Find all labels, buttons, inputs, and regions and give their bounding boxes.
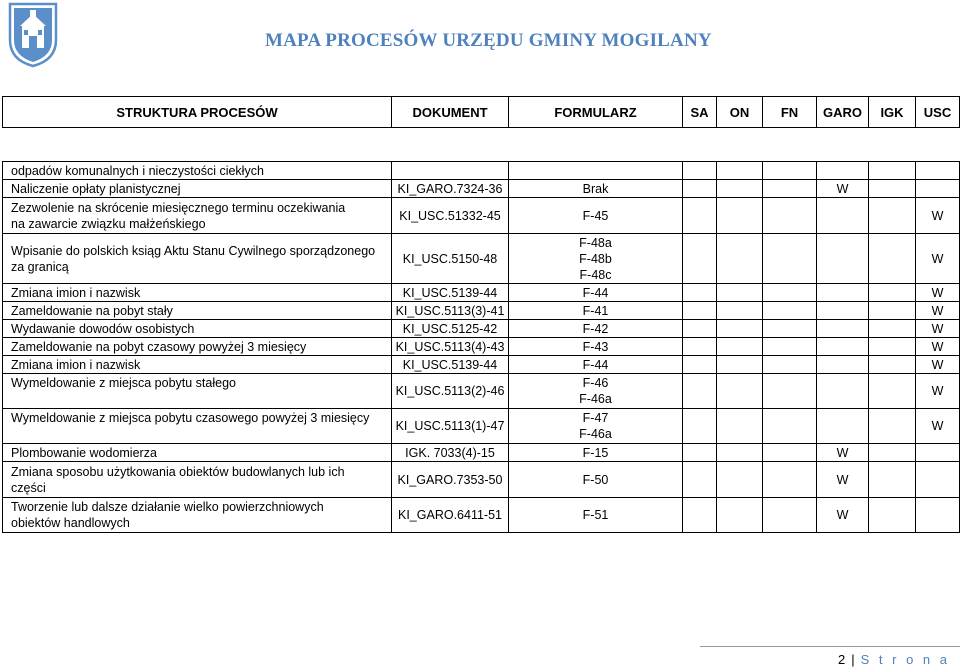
- document-cell: [391, 319, 509, 338]
- coat-of-arms-logo: [8, 2, 58, 68]
- form-cell: [508, 161, 683, 180]
- document-cell: [391, 355, 509, 374]
- header-cell-igk: [868, 96, 916, 128]
- responsibility-cell-on: [716, 197, 763, 234]
- document-code: KI_USC.5125-42: [402, 321, 498, 336]
- responsibility-cell-usc: [915, 161, 960, 180]
- header-label: FORMULARZ: [554, 104, 637, 120]
- responsibility-mark: W: [931, 321, 944, 336]
- document-code: KI_USC.5150-48: [402, 251, 498, 266]
- document-cell: [391, 373, 509, 409]
- responsibility-cell-fn: [762, 497, 817, 533]
- document-cell: [391, 301, 509, 320]
- form-code: F-43: [582, 339, 609, 354]
- form-cell: [508, 283, 683, 302]
- document-cell: [391, 179, 509, 198]
- responsibility-cell-igk: [868, 408, 916, 444]
- process-name-cell: [2, 179, 392, 198]
- header-label: SA: [690, 104, 709, 120]
- responsibility-cell-usc: [915, 179, 960, 198]
- page-title: MAPA PROCESÓW URZĘDU GMINY MOGILANY: [265, 30, 712, 51]
- document-code: KI_GARO.7353-50: [397, 472, 503, 487]
- form-code: F-48b: [579, 251, 612, 266]
- form-cell: [508, 461, 683, 498]
- responsibility-cell-usc: [915, 197, 960, 234]
- responsibility-cell-fn: [762, 197, 817, 234]
- responsibility-cell-sa: [682, 373, 717, 409]
- responsibility-cell-sa: [682, 179, 717, 198]
- responsibility-cell-fn: [762, 461, 817, 498]
- document-code: KI_USC.5113(1)-47: [395, 419, 505, 433]
- responsibility-cell-fn: [762, 319, 817, 338]
- process-name-line: części: [11, 480, 46, 495]
- responsibility-cell-fn: [762, 233, 817, 284]
- form-code: F-44: [582, 285, 609, 300]
- process-name-line: Zameldowanie na pobyt stały: [11, 303, 173, 318]
- form-code: F-47: [582, 411, 609, 425]
- document-code: IGK. 7033(4)-15: [405, 445, 495, 460]
- responsibility-cell-on: [716, 443, 763, 462]
- form-code: F-48c: [579, 267, 612, 282]
- responsibility-cell-sa: [682, 197, 717, 234]
- header-cell-usc: [915, 96, 960, 128]
- responsibility-cell-on: [716, 301, 763, 320]
- document-cell: [391, 408, 509, 444]
- responsibility-cell-igk: [868, 233, 916, 284]
- document-cell: [391, 233, 509, 284]
- responsibility-cell-on: [716, 161, 763, 180]
- responsibility-cell-on: [716, 373, 763, 409]
- responsibility-cell-fn: [762, 373, 817, 409]
- responsibility-cell-igk: [868, 301, 916, 320]
- document-code: KI_GARO.7324-36: [397, 181, 503, 196]
- process-name-line: Zmiana sposobu użytkowania obiektów budowlanych lub ich: [11, 464, 345, 479]
- document-code: KI_GARO.6411-51: [398, 508, 502, 522]
- responsibility-cell-usc: [915, 337, 960, 356]
- responsibility-mark: W: [836, 508, 849, 522]
- responsibility-cell-on: [716, 283, 763, 302]
- responsibility-cell-on: [716, 461, 763, 498]
- process-name-line: Naliczenie opłaty planistycznej: [11, 181, 181, 196]
- responsibility-cell-usc: [915, 408, 960, 444]
- responsibility-cell-sa: [682, 301, 717, 320]
- form-cell: [508, 319, 683, 338]
- document-cell: [391, 497, 509, 533]
- responsibility-cell-sa: [682, 355, 717, 374]
- form-code: F-42: [582, 321, 609, 336]
- responsibility-cell-garo: [816, 283, 869, 302]
- responsibility-cell-sa: [682, 319, 717, 338]
- responsibility-cell-fn: [762, 408, 817, 444]
- responsibility-cell-usc: [915, 233, 960, 284]
- responsibility-cell-sa: [682, 233, 717, 284]
- process-name-cell: [2, 337, 392, 356]
- process-name-line: Zmiana imion i nazwisk: [11, 357, 141, 372]
- document-cell: [391, 197, 509, 234]
- header-cell-dokument: [391, 96, 509, 128]
- responsibility-cell-garo: [816, 197, 869, 234]
- responsibility-cell-on: [716, 319, 763, 338]
- responsibility-cell-garo: [816, 179, 869, 198]
- document-cell: [391, 461, 509, 498]
- document-code: KI_USC.5113(2)-46: [395, 384, 505, 398]
- form-code: F-46: [582, 376, 609, 390]
- header-cell-fn: [762, 96, 817, 128]
- responsibility-cell-igk: [868, 179, 916, 198]
- responsibility-cell-usc: [915, 319, 960, 338]
- responsibility-cell-igk: [868, 373, 916, 409]
- document-cell: [391, 443, 509, 462]
- responsibility-cell-garo: [816, 461, 869, 498]
- responsibility-mark: W: [836, 445, 849, 460]
- document-cell: [391, 337, 509, 356]
- responsibility-cell-usc: [915, 373, 960, 409]
- document-code: KI_USC.5113(3)-41: [395, 303, 505, 318]
- header-cell-on: [716, 96, 763, 128]
- responsibility-cell-igk: [868, 355, 916, 374]
- process-name-line: odpadów komunalnych i nieczystości ciekłych: [11, 163, 264, 178]
- process-name-line: za granicą: [11, 259, 69, 274]
- responsibility-cell-igk: [868, 197, 916, 234]
- responsibility-cell-garo: [816, 319, 869, 338]
- header-label: ON: [729, 104, 750, 120]
- process-name-cell: [2, 408, 392, 444]
- responsibility-cell-garo: [816, 373, 869, 409]
- form-cell: [508, 408, 683, 444]
- document-code: KI_USC.5139-44: [402, 285, 498, 300]
- responsibility-cell-sa: [682, 497, 717, 533]
- form-code: F-15: [582, 445, 609, 460]
- document-code: KI_USC.5113(4)-43: [395, 339, 505, 354]
- form-code: F-44: [582, 357, 609, 372]
- responsibility-cell-garo: [816, 497, 869, 533]
- responsibility-cell-igk: [868, 283, 916, 302]
- responsibility-cell-garo: [816, 355, 869, 374]
- form-code: F-48a: [579, 235, 612, 250]
- process-name-line: Wymeldowanie z miejsca pobytu stałego: [11, 376, 236, 390]
- responsibility-mark: W: [931, 208, 944, 223]
- process-name-cell: [2, 161, 392, 180]
- header-label: IGK: [880, 104, 904, 120]
- process-name-cell: [2, 319, 392, 338]
- header-label: DOKUMENT: [412, 104, 488, 120]
- process-name-cell: [2, 197, 392, 234]
- header-label: USC: [923, 104, 952, 120]
- responsibility-mark: W: [931, 419, 944, 433]
- form-cell: [508, 373, 683, 409]
- responsibility-mark: W: [931, 339, 944, 354]
- form-code: F-46a: [579, 392, 612, 406]
- responsibility-cell-igk: [868, 319, 916, 338]
- header-cell-struktura-procesów: [2, 96, 392, 128]
- form-code: F-46a: [579, 427, 612, 441]
- responsibility-mark: W: [931, 357, 944, 372]
- responsibility-cell-fn: [762, 283, 817, 302]
- responsibility-cell-garo: [816, 337, 869, 356]
- responsibility-cell-on: [716, 233, 763, 284]
- form-cell: [508, 337, 683, 356]
- responsibility-cell-igk: [868, 461, 916, 498]
- responsibility-cell-sa: [682, 408, 717, 444]
- form-cell: [508, 443, 683, 462]
- responsibility-cell-on: [716, 497, 763, 533]
- responsibility-cell-igk: [868, 443, 916, 462]
- header-cell-sa: [682, 96, 717, 128]
- form-code: F-50: [582, 472, 609, 487]
- responsibility-cell-garo: [816, 301, 869, 320]
- page-number: 2: [838, 652, 846, 667]
- form-cell: [508, 301, 683, 320]
- process-name-cell: [2, 443, 392, 462]
- process-name-line: Wpisanie do polskich ksiąg Aktu Stanu Cywilnego sporządzonego: [11, 243, 376, 258]
- responsibility-cell-fn: [762, 301, 817, 320]
- responsibility-cell-sa: [682, 337, 717, 356]
- process-name-cell: [2, 497, 392, 533]
- responsibility-mark: W: [836, 181, 849, 196]
- header-cell-formularz: [508, 96, 683, 128]
- process-name-line: Zmiana imion i nazwisk: [11, 285, 141, 300]
- responsibility-mark: W: [931, 251, 944, 266]
- responsibility-cell-usc: [915, 355, 960, 374]
- process-name-line: Wymeldowanie z miejsca pobytu czasowego powyżej 3 miesięcy: [11, 411, 370, 425]
- footer-divider: [700, 646, 960, 647]
- form-cell: [508, 355, 683, 374]
- responsibility-cell-igk: [868, 161, 916, 180]
- responsibility-cell-usc: [915, 461, 960, 498]
- responsibility-cell-sa: [682, 283, 717, 302]
- form-cell: [508, 197, 683, 234]
- responsibility-cell-fn: [762, 179, 817, 198]
- form-cell: [508, 497, 683, 533]
- responsibility-cell-fn: [762, 355, 817, 374]
- responsibility-cell-sa: [682, 461, 717, 498]
- form-code: F-45: [582, 208, 609, 223]
- process-name-cell: [2, 373, 392, 409]
- form-cell: [508, 179, 683, 198]
- responsibility-cell-usc: [915, 443, 960, 462]
- document-cell: [391, 283, 509, 302]
- header-label: FN: [780, 104, 799, 120]
- page-label: S t r o n a: [860, 652, 950, 667]
- process-name-line: obiektów handlowych: [11, 516, 130, 530]
- responsibility-mark: W: [931, 384, 944, 398]
- process-name-cell: [2, 355, 392, 374]
- responsibility-cell-fn: [762, 443, 817, 462]
- form-code: F-41: [582, 303, 609, 318]
- form-code: Brak: [582, 181, 609, 196]
- process-name-line: Zameldowanie na pobyt czasowy powyżej 3 miesięcy: [11, 339, 307, 354]
- document-code: KI_USC.51332-45: [399, 208, 501, 223]
- responsibility-cell-usc: [915, 497, 960, 533]
- responsibility-cell-garo: [816, 233, 869, 284]
- process-name-line: Plombowanie wodomierza: [11, 445, 157, 460]
- responsibility-cell-sa: [682, 161, 717, 180]
- process-name-line: Zezwolenie na skrócenie miesięcznego terminu oczekiwania: [11, 200, 346, 215]
- responsibility-cell-igk: [868, 337, 916, 356]
- responsibility-cell-fn: [762, 161, 817, 180]
- process-name-cell: [2, 283, 392, 302]
- responsibility-cell-on: [716, 408, 763, 444]
- responsibility-mark: W: [836, 472, 849, 487]
- document-code: KI_USC.5139-44: [402, 357, 498, 372]
- form-code: F-51: [582, 508, 609, 522]
- header-label: GARO: [823, 104, 862, 120]
- responsibility-cell-sa: [682, 443, 717, 462]
- document-cell: [391, 161, 509, 180]
- footer-separator: |: [851, 652, 855, 667]
- responsibility-cell-fn: [762, 337, 817, 356]
- responsibility-cell-usc: [915, 301, 960, 320]
- header-cell-garo: [816, 96, 869, 128]
- responsibility-mark: W: [931, 285, 944, 300]
- process-name-cell: [2, 233, 392, 284]
- process-name-cell: [2, 301, 392, 320]
- responsibility-mark: W: [931, 303, 944, 318]
- process-name-cell: [2, 461, 392, 498]
- process-name-line: na zawarcie związku małżeńskiego: [11, 216, 206, 231]
- process-name-line: Tworzenie lub dalsze działanie wielko powierzchniowych: [11, 500, 324, 514]
- responsibility-cell-garo: [816, 408, 869, 444]
- header-label: STRUKTURA PROCESÓW: [116, 104, 278, 120]
- responsibility-cell-on: [716, 179, 763, 198]
- responsibility-cell-usc: [915, 283, 960, 302]
- process-name-line: Wydawanie dowodów osobistych: [11, 321, 195, 336]
- responsibility-cell-garo: [816, 443, 869, 462]
- form-cell: [508, 233, 683, 284]
- responsibility-cell-garo: [816, 161, 869, 180]
- responsibility-cell-on: [716, 355, 763, 374]
- responsibility-cell-on: [716, 337, 763, 356]
- page-footer: [838, 652, 950, 667]
- responsibility-cell-igk: [868, 497, 916, 533]
